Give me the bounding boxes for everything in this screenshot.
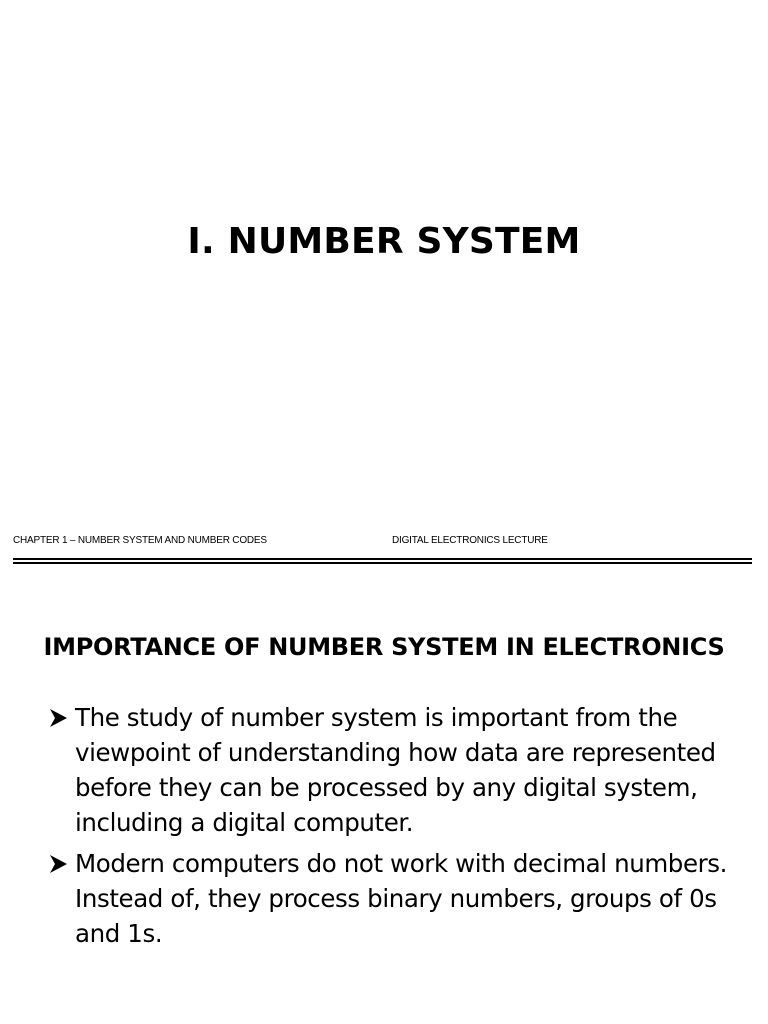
header-divider-bottom xyxy=(13,562,752,564)
chapter-header: CHAPTER 1 – NUMBER SYSTEM AND NUMBER CODES xyxy=(13,535,267,546)
bullet-list xyxy=(48,700,738,957)
section-heading: IMPORTANCE OF NUMBER SYSTEM IN ELECTRONICS xyxy=(43,633,725,661)
header-divider-top xyxy=(13,558,752,560)
bullet-item xyxy=(48,700,738,840)
bullet-item xyxy=(48,846,738,951)
bullet-text: The study of number system is important from the viewpoint of understanding how data are represented before they can be processed by any digital system, including a digital computer. xyxy=(75,703,716,837)
bullet-text: Modern computers do not work with decimal numbers. Instead of, they process binary numbers, groups of 0s and 1s. xyxy=(75,849,728,948)
slide-title: I. NUMBER SYSTEM xyxy=(187,221,581,262)
course-header: DIGITAL ELECTRONICS LECTURE xyxy=(392,535,548,546)
arrowhead-bullet-icon xyxy=(48,854,68,874)
arrowhead-bullet-icon xyxy=(48,708,68,728)
